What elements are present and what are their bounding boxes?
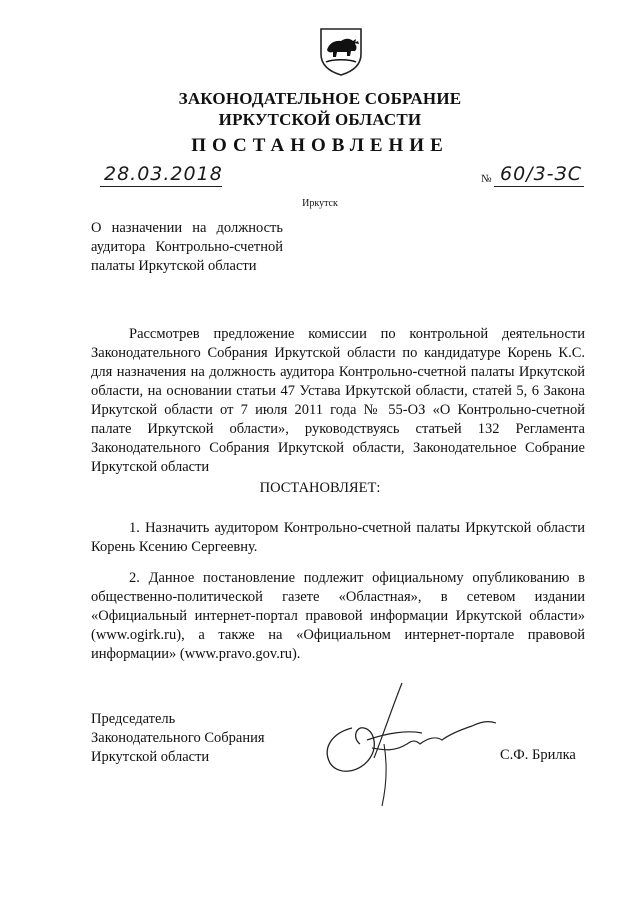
signatory-title-line1: Председатель [91, 711, 176, 727]
document-date: 28.03.2018 [104, 163, 223, 185]
signatory-title [91, 710, 265, 767]
document-number: 60/3-ЗС [500, 163, 582, 185]
city: Иркутск [302, 198, 338, 209]
document-subject: О назначении на должность аудитора Контрольно-счетной палаты Иркутской области [91, 220, 283, 274]
resolution-verdict: ПОСТАНОВЛЯЕТ: [259, 480, 381, 496]
signatory-name: С.Ф. Брилка [500, 747, 576, 763]
resolution-item-2: 2. Данное постановление подлежит официальному опубликованию в общественно-политической газете «Областная», в сетевом издании «Официальный интернет-портал правовой информации Иркутской области» (www.ogirk.ru), а также на «Официальном интернет-портале правовой информации» (www.pravo.gov.ru). [91, 570, 585, 662]
handwritten-signature [312, 678, 532, 808]
organization-name-line2: ИРКУТСКОЙ ОБЛАСТИ [218, 110, 422, 129]
document-type: ПОСТАНОВЛЕНИЕ [191, 135, 449, 156]
number-prefix: № [481, 173, 492, 185]
irkutsk-coat-of-arms-icon [317, 26, 365, 76]
signatory-title-line3: Иркутской области [91, 749, 210, 765]
preamble-paragraph: Рассмотрев предложение комиссии по контрольной деятельности Законодательного Собрания Иркутской области по кандидатуре Корень К.С. для назначения на должность аудитора Контрольно-счетной палаты Иркутской области, на основании статьи 47 Устава Иркутской области, статей 5, 6 Закона Иркутской области от 7 июля 2011 года № 55-ОЗ «О Контрольно-счетной палате Иркутской области», руководствуясь статьей 132 Регламента Законодательного Собрания Иркутской области, Законодательное Собрание Иркутской области [91, 326, 585, 475]
signatory-title-line2: Законодательного Собрания [91, 730, 265, 746]
organization-name-line1: ЗАКОНОДАТЕЛЬНОЕ СОБРАНИЕ [178, 89, 462, 108]
resolution-item-1: 1. Назначить аудитором Контрольно-счетной палаты Иркутской области Корень Ксению Сергеевну. [91, 520, 585, 555]
